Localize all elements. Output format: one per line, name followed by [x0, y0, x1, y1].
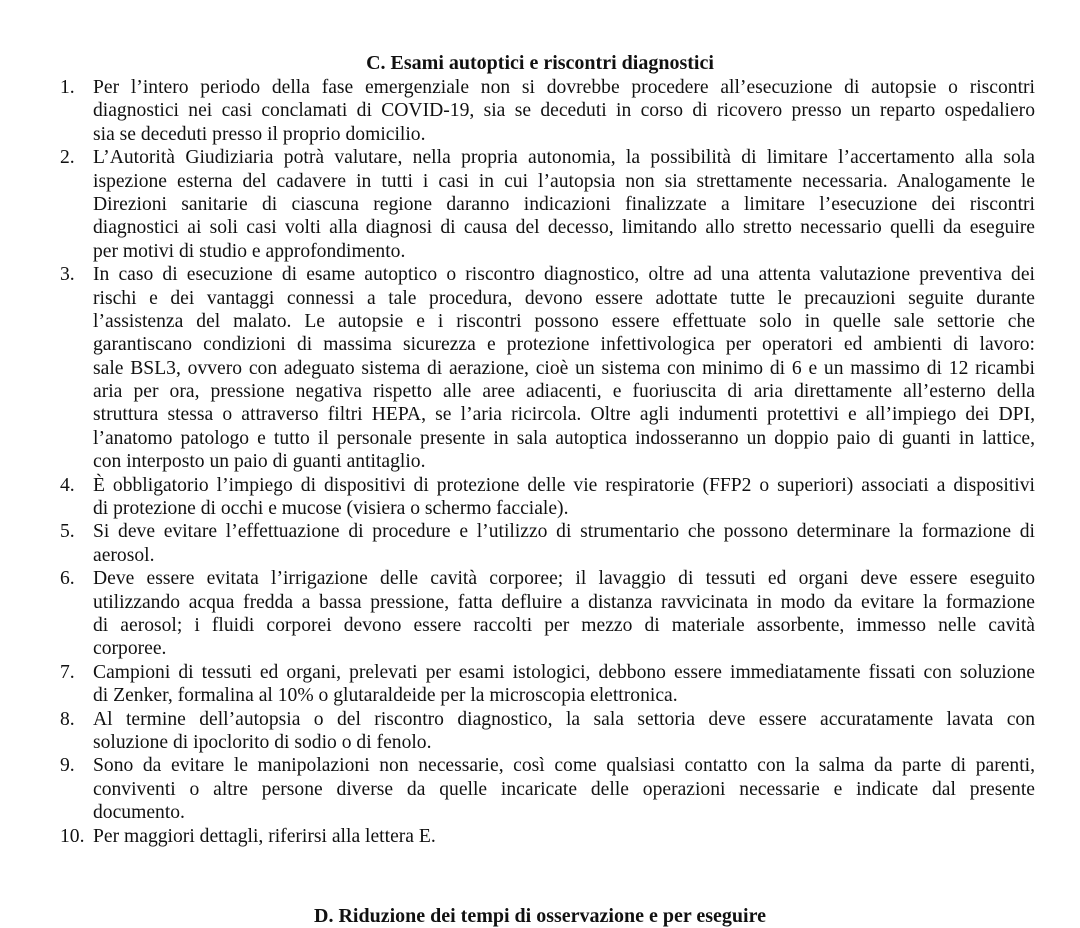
list-item-text [93, 754, 1035, 824]
list-item-text [93, 825, 1035, 848]
list-item [60, 661, 1036, 708]
list-item [60, 708, 1036, 755]
text-line: di aerosol; i fluidi corporei devono essere raccolti per mezzo di materiale assorbente, immesso nelle cavità [93, 614, 1035, 636]
list-item [60, 567, 1036, 661]
list-item-text [93, 76, 1035, 146]
list-item-number: 3. [60, 264, 75, 286]
text-line: l’anatomo patologo e tutto il personale presente in sala autoptica indosseranno un doppio paio di guanti in lattice, [93, 427, 1035, 449]
list-item [60, 474, 1036, 521]
list-item-number: 8. [60, 708, 75, 730]
list-item-text [93, 474, 1035, 521]
list-item-number: 2. [60, 147, 75, 169]
text-line: In caso di esecuzione di esame autoptico o riscontro diagnostico, oltre ad una attenta valutazione preventiva dei [93, 264, 1035, 286]
text-line: È obbligatorio l’impiego di dispositivi di protezione delle vie respiratorie (FFP2 o superiori) associati a dispositivi [93, 474, 1035, 496]
text-line: di Zenker, formalina al 10% o glutaraldeide per la microscopia elettronica. [93, 685, 678, 707]
text-line: l’assistenza del malato. Le autopsie e i riscontri possono essere effettuate solo in quelle sale settorie che [93, 310, 1035, 332]
numbered-list [60, 76, 1036, 848]
list-item-number: 9. [60, 755, 75, 777]
list-item-number: 1. [60, 77, 75, 98]
text-line: diagnostici ai soli casi volti alla diagnosi di causa del decesso, limitando allo stretto necessario quelli da eseguire [93, 217, 1035, 239]
text-line: Si deve evitare l’effettuazione di procedure e l’utilizzo di strumentario che possono determinare la formazione di [93, 521, 1035, 543]
text-line: Campioni di tessuti ed organi, prelevati per esami istologici, debbono essere immediatamente fissati con soluzione [93, 661, 1035, 683]
list-item-text [93, 708, 1035, 755]
list-item-number: 6. [60, 568, 75, 590]
text-line: utilizzando acqua fredda a bassa pressione, fatta defluire a distanza ravvicinata in modo da evitare la formazione [93, 591, 1035, 613]
list-item-text [93, 263, 1035, 474]
list-item-number: 10. [60, 825, 85, 847]
text-line: struttura stessa o attraverso filtri HEPA, se l’aria ricircola. Oltre agli indumenti protettivi e all’impiego dei DPI, [93, 404, 1035, 426]
text-line: documento. [93, 802, 185, 824]
text-line: con interposto un paio di guanti antitaglio. [93, 451, 426, 473]
text-line: conviventi o altre persone diverse da quelle incaricate delle operazioni necessarie e indicate dal presente [93, 778, 1035, 800]
text-line: L’Autorità Giudiziaria potrà valutare, nella propria autonomia, la possibilità di limitare l’accertamento alla sola [93, 147, 1035, 169]
text-line: Sono da evitare le manipolazioni non necessarie, così come qualsiasi contatto con la salma da parte di parenti, [93, 755, 1035, 777]
list-item-text [93, 146, 1035, 263]
text-line: Per maggiori dettagli, riferirsi alla lettera E. [93, 825, 436, 847]
list-item [60, 76, 1036, 146]
text-line: Direzioni sanitarie di ciascuna regione daranno indicazioni finalizzate a limitare l’esecuzione dei riscontri [93, 193, 1035, 215]
text-line: diagnostici nei casi conclamati di COVID-19, sia se deceduti in corso di ricovero presso un reparto ospedaliero [93, 100, 1035, 122]
list-item-text [93, 567, 1035, 661]
list-item [60, 520, 1036, 567]
list-item-text [93, 520, 1035, 567]
text-line: aerosol. [93, 544, 155, 566]
list-item-number: 5. [60, 521, 75, 543]
list-item [60, 754, 1036, 824]
list-item [60, 146, 1036, 263]
text-line: sia se deceduti presso il proprio domicilio. [93, 123, 426, 145]
list-item [60, 263, 1036, 474]
list-item-number: 7. [60, 661, 75, 683]
list-item-number: 4. [60, 474, 75, 496]
text-line: garantiscano condizioni di massima sicurezza e protezione infettivologica per operatori ed ambienti di lavoro: [93, 334, 1035, 356]
text-line: sale BSL3, ovvero con adeguato sistema di aerazione, cioè un sistema con minimo di 6 e un massimo di 12 ricambi [93, 357, 1035, 379]
text-line: per motivi di studio e approfondimento. [93, 240, 406, 262]
text-line: Al termine dell’autopsia o del riscontro diagnostico, la sala settoria deve essere accuratamente lavata con [93, 708, 1035, 730]
text-line: Per l’intero periodo della fase emergenziale non si dovrebbe procedere all’esecuzione di autopsie o riscontri [93, 77, 1035, 98]
text-line: Deve essere evitata l’irrigazione delle cavità corporee; il lavaggio di tessuti ed organi deve essere eseguito [93, 568, 1035, 590]
text-line: soluzione di ipoclorito di sodio o di fenolo. [93, 731, 432, 753]
list-item-text [93, 661, 1035, 708]
text-line: aria per ora, pressione negativa rispetto alle aree adiacenti, e fuoriuscita di aria direttamente all’esterno della [93, 381, 1035, 403]
text-line: di protezione di occhi e mucose (visiera o schermo facciale). [93, 498, 569, 520]
text-line: rischi e dei vantaggi connessi a tale procedura, devono essere adottate tutte le precauzioni seguite durante [93, 287, 1035, 309]
text-line: corporee. [93, 638, 167, 660]
list-item [60, 825, 1036, 848]
section-title: C. Esami autoptici e riscontri diagnostici [366, 52, 714, 74]
text-line: ispezione esterna del cadavere in tutti i casi in cui l’autopsia non sia strettamente necessaria. Analogamente le [93, 170, 1035, 192]
next-section-title: D. Riduzione dei tempi di osservazione e per eseguire [314, 905, 766, 927]
